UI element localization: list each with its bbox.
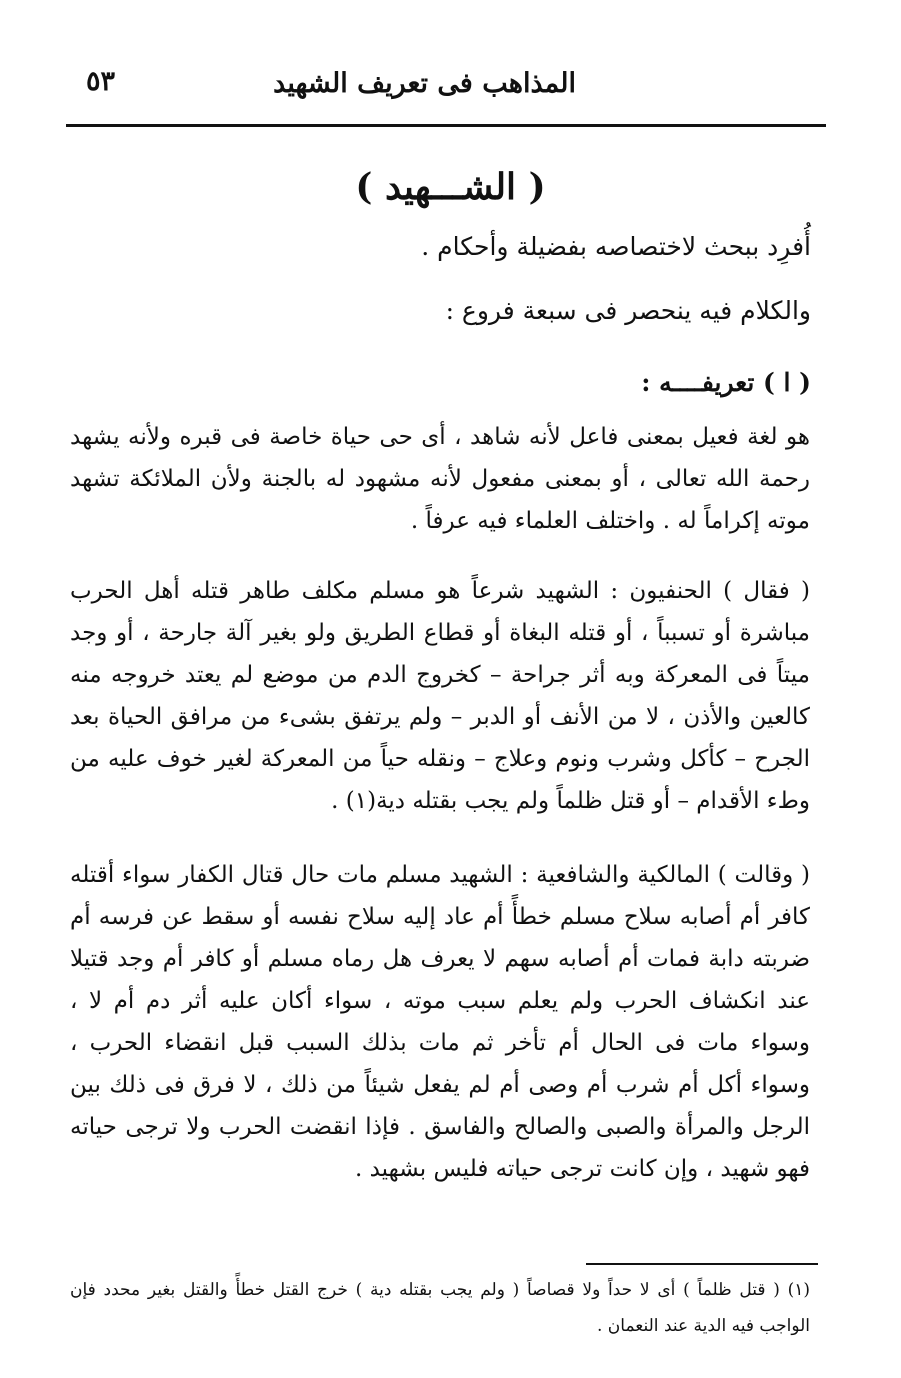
section-subheading: ( ا ) تعريفــــه : bbox=[641, 368, 811, 397]
paragraph-maliki-shafii-view: ( وقالت ) المالكية والشافعية : الشهيد مسلم مات حال قتال الكفار سواء أقتله كافر أم أصابه سلاح مسلم خطأً أم عاد إليه سلاح نفسه أو سقط عن فرسه أم ضربته دابة فمات أم أصابه سهم لا يعرف هل رماه مسلم أو كافر أم وجد قتيلا عند انكشاف الحرب ولم يعلم سبب موته ، سواء أكان عليه أثر دم أم لا ، وسواء مات فى الحال أم تأخر ثم مات بذلك السبب قبل انقضاء الحرب ، وسواء أكل أم شرب أم وصى أم لم يفعل شيئاً من ذلك ، لا فرق فى ذلك بين الرجل والمرأة والصبى والصالح والفاسق . فإذا انقضت الحرب ولا ترجى حياته فهو شهيد ، وإن كانت ترجى حياته فليس بشهيد . bbox=[70, 862, 810, 1182]
paragraph-hanafi-view: ( فقال ) الحنفيون : الشهيد شرعاً هو مسلم مكلف طاهر قتله أهل الحرب مباشرة أو تسبباً ، أو قتله البغاة أو قطاع الطريق ولو بغير آلة جارحة ، أو وجد ميتاً فى المعركة وبه أثر جراحة – كخروج الدم من موضع لم يعتد خروجه منه كالعين والأذن ، لا من الأنف أو الدبر – ولم يرتفق بشىء من مرافق الحياة بعد الجرح – كأكل وشرب ونوم وعلاج – ونقله حياً من المعركة لغير خوف عليه من وطء الأقدام – أو قتل ظلماً ولم يجب بقتله دية(١) . bbox=[70, 578, 811, 814]
intro-line-2: والكلام فيه ينحصر فى سبعة فروع : bbox=[445, 296, 811, 325]
footnote: (١) ( قتل ظلماً ) أى لا حداً ولا قصاصاً ( ولم يجب بقتله دية ) خرج القتل خطأً والقتل بغير محدد فإن الواجب فيه الدية عند النعمان . bbox=[70, 1280, 810, 1336]
footnote-rule bbox=[586, 1263, 818, 1265]
header-rule bbox=[66, 124, 826, 127]
paragraph-definition-language: هو لغة فعيل بمعنى فاعل لأنه شاهد ، أى حى حياة خاصة فى قبره ولأنه يشهد رحمة الله تعالى ، أو بمعنى مفعول لأنه مشهود له بالجنة ولأن الملائكة تشهد موته إكراماً له . واختلف العلماء فيه عرفاً . bbox=[70, 424, 810, 534]
chapter-title: ( الشـــهيد ) bbox=[355, 166, 546, 208]
page-header bbox=[66, 64, 826, 114]
running-title: المذاهب فى تعريف الشهيد bbox=[273, 68, 576, 99]
intro-line-1: أُفرِد ببحث لاختصاصه بفضيلة وأحكام . bbox=[421, 232, 811, 261]
page-number: ٥٣ bbox=[86, 66, 116, 97]
